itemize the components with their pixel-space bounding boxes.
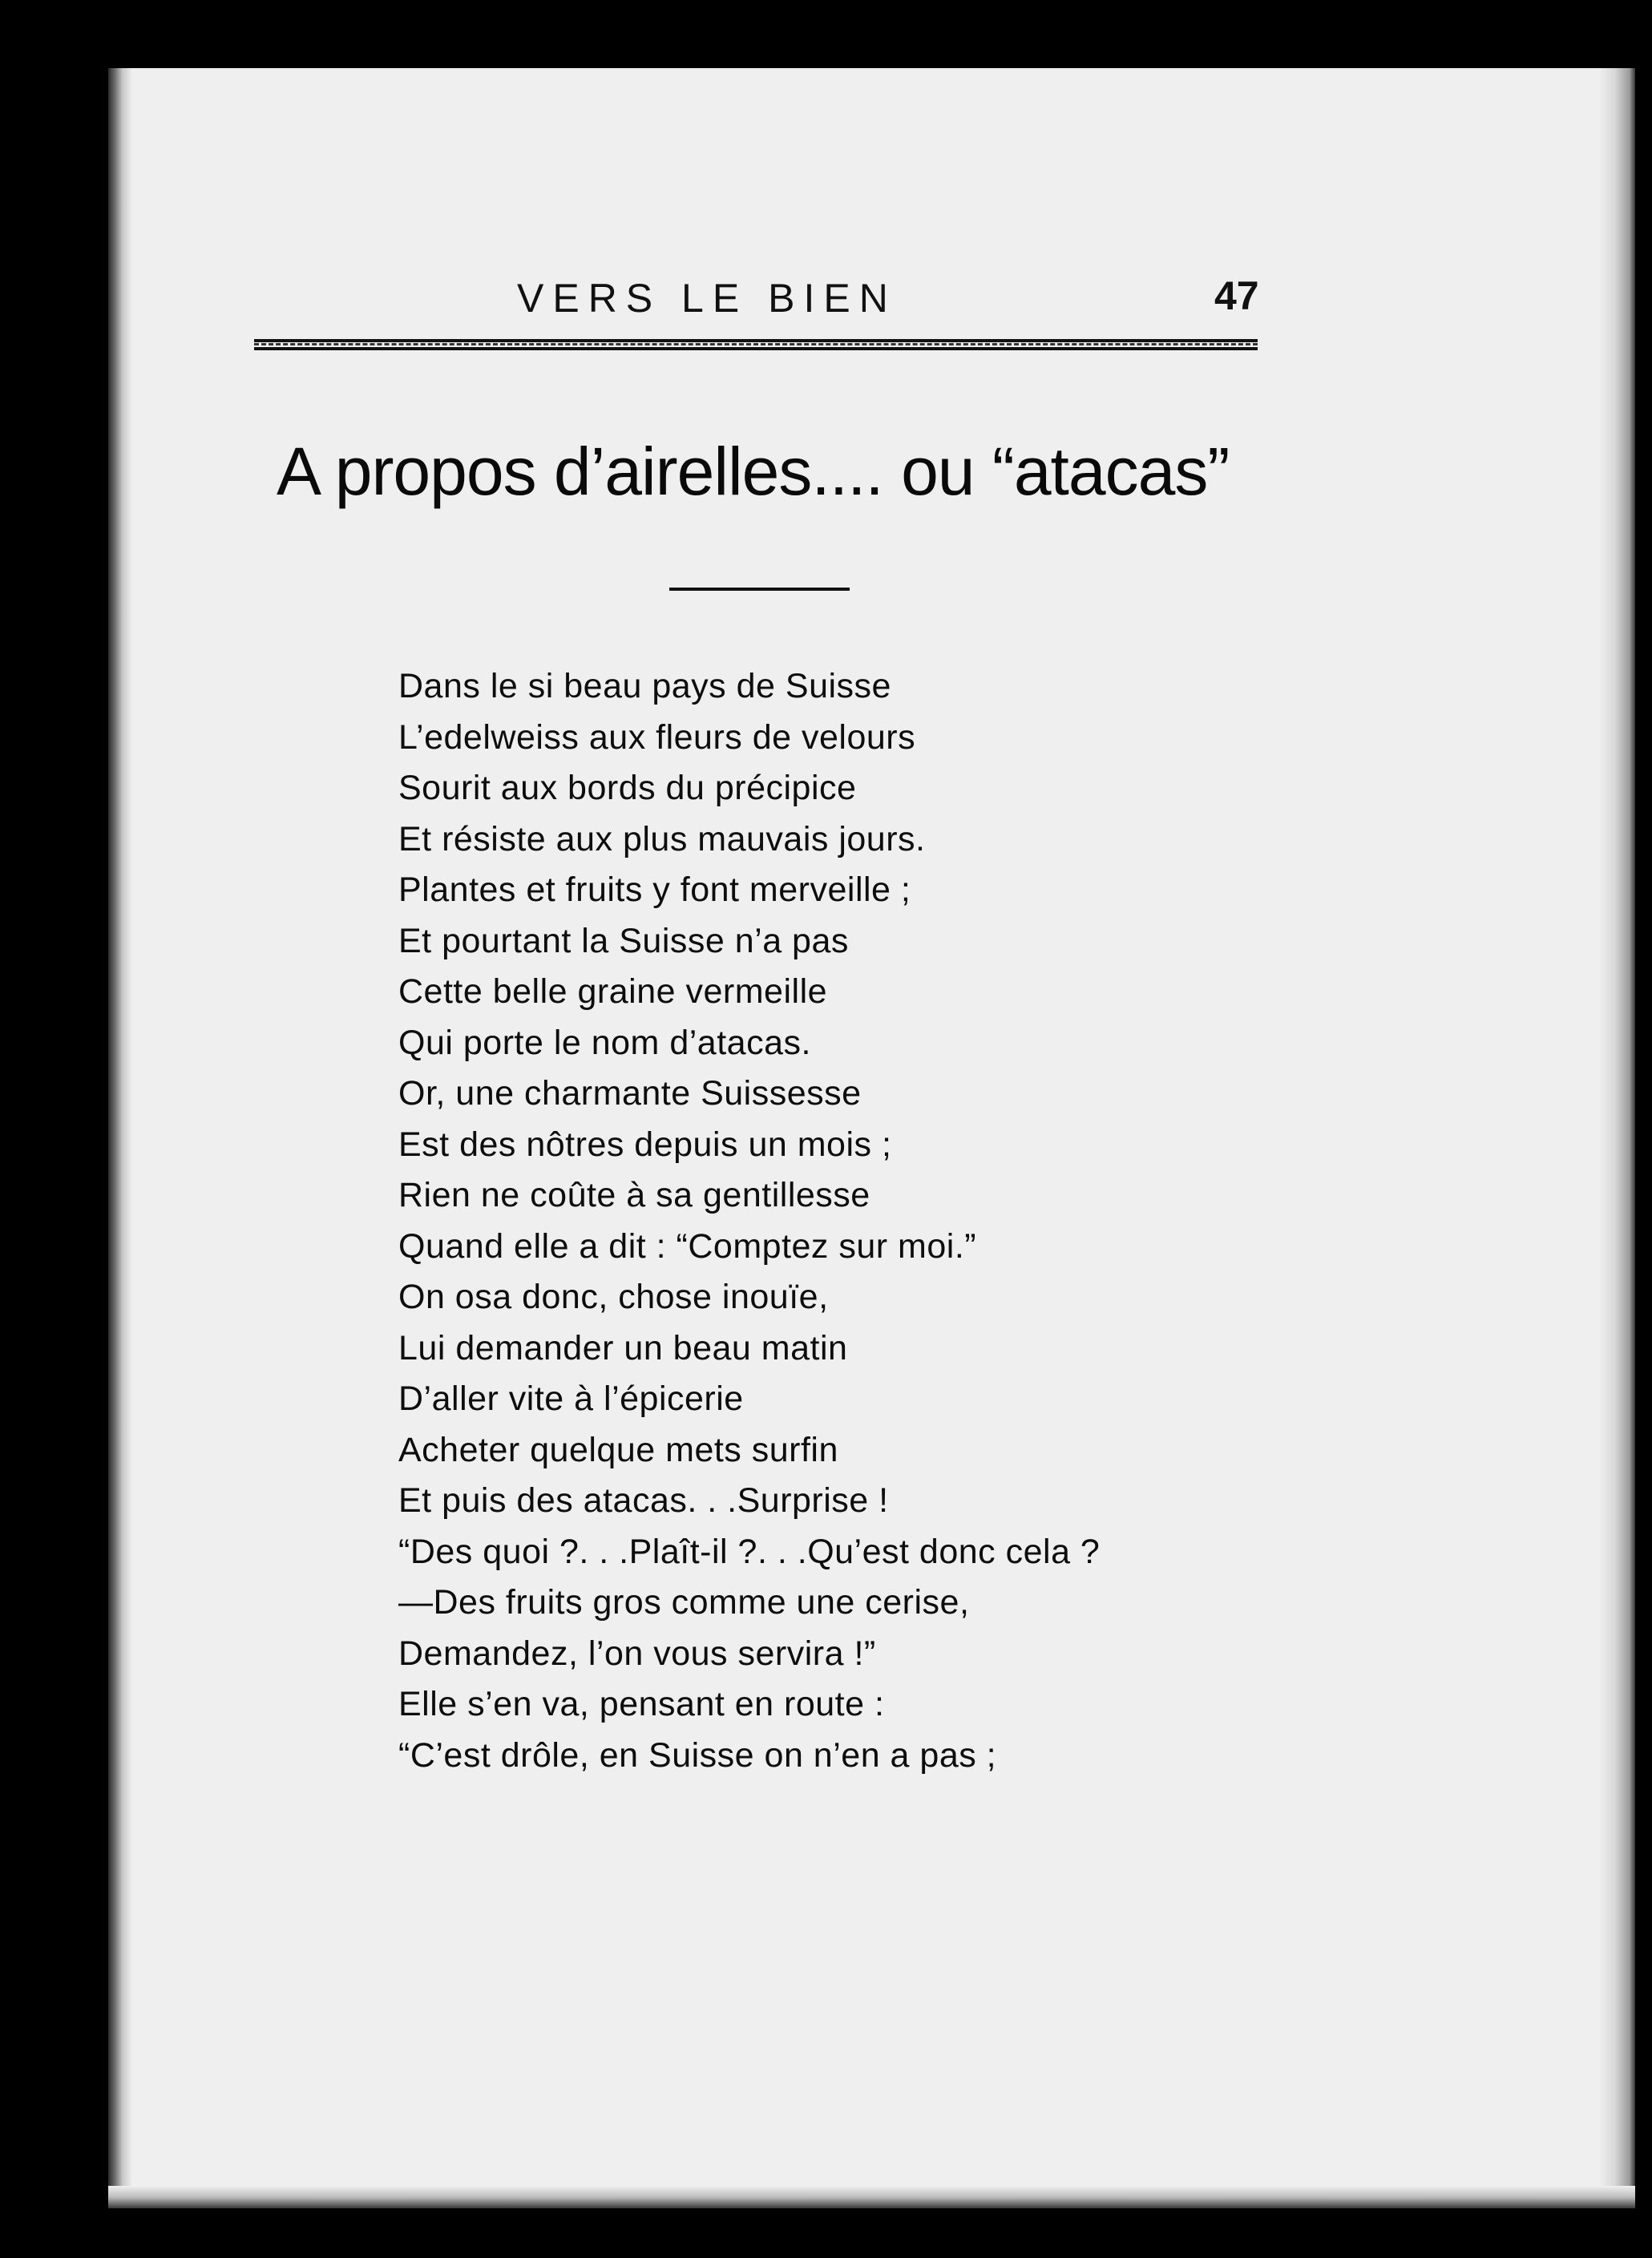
poem-line: Cette belle graine vermeille [398, 972, 828, 1011]
poem-line: “Des quoi ?. . .Plaît-il ?. . .Qu’est donc cela ? [398, 1532, 1101, 1571]
poem-line: Sourit aux bords du précipice [398, 769, 857, 807]
poem-line: —Des fruits gros comme une cerise, [398, 1583, 970, 1622]
article-title: A propos d’airelles.... ou “atacas” [277, 434, 1230, 509]
poem-line: Acheter quelque mets surfin [398, 1430, 838, 1469]
poem-line: Qui porte le nom d’atacas. [398, 1023, 811, 1062]
poem-line: “C’est drôle, en Suisse on n’en a pas ; [398, 1735, 997, 1775]
poem-line: Quand elle a dit : “Comptez sur moi.” [398, 1226, 977, 1266]
poem-line: Elle s’en va, pensant en route : [398, 1685, 885, 1723]
poem-line: Et résiste aux plus mauvais jours. [398, 819, 926, 858]
poem-line: On osa donc, chose inouïe, [398, 1278, 829, 1316]
poem-line: Plantes et fruits y font merveille ; [398, 870, 911, 909]
poem-line: L’edelweiss aux fleurs de velours [398, 717, 916, 757]
binding-gutter [108, 68, 132, 2208]
poem-line: Demandez, l’on vous servira !” [398, 1634, 876, 1673]
poem-line: Rien ne coûte à sa gentillesse [398, 1176, 870, 1214]
poem-line: Or, une charmante Suissesse [398, 1074, 862, 1113]
title-rule [669, 588, 850, 591]
page-number: 47 [1214, 273, 1259, 318]
poem-line: Dans le si beau pays de Suisse [398, 667, 891, 705]
poem-line: D’aller vite à l’épicerie [398, 1379, 744, 1418]
poem-line: Et pourtant la Suisse n’a pas [398, 921, 849, 960]
poem [398, 661, 1100, 1781]
poem-line: Est des nôtres depuis un mois ; [398, 1125, 892, 1164]
poem-line: Lui demander un beau matin [398, 1328, 848, 1367]
page-right-edge [1599, 68, 1635, 2208]
scanned-page [108, 68, 1635, 2208]
header-rule [254, 339, 1258, 350]
poem-line: Et puis des atacas. . .Surprise ! [398, 1481, 889, 1520]
running-head: VERS LE BIEN [517, 276, 897, 321]
page-bottom-edge [108, 2186, 1635, 2208]
